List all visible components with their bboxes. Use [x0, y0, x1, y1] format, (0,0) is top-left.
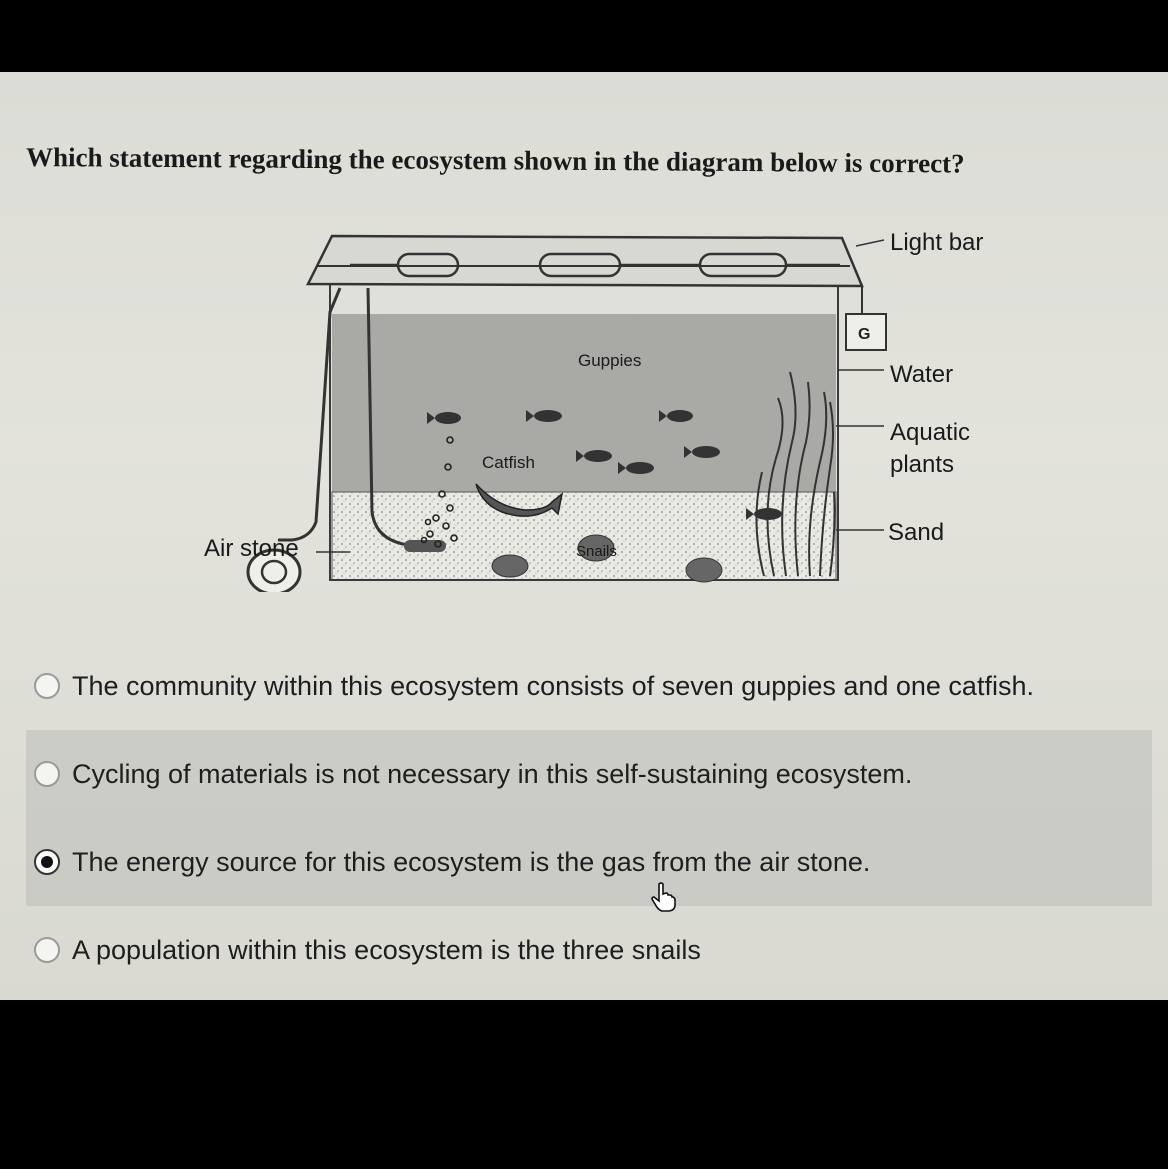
- option-text: A population within this ecosystem is the three snails: [72, 934, 701, 965]
- label-light-bar: Light bar: [890, 229, 984, 256]
- water-region: [332, 314, 836, 494]
- screen: [0, 72, 1168, 1000]
- answer-options: [26, 642, 1152, 994]
- hand-pointer-icon: [650, 882, 676, 912]
- option-text: Cycling of materials is not necessary in this self-sustaining ecosystem.: [72, 758, 913, 789]
- option-4[interactable]: [26, 906, 1152, 994]
- radio-button[interactable]: [34, 937, 60, 963]
- radio-button-selected[interactable]: [34, 849, 60, 875]
- label-catfish: Catfish: [482, 453, 535, 472]
- radio-button[interactable]: [34, 761, 60, 787]
- sand-region: [332, 492, 836, 580]
- option-3[interactable]: [26, 818, 1152, 906]
- svg-text:G: G: [858, 326, 871, 343]
- option-1[interactable]: [26, 642, 1152, 730]
- radio-dot: [41, 856, 53, 868]
- option-text: The community within this ecosystem consists of seven guppies and one catfish.: [72, 670, 1034, 701]
- label-sand: Sand: [888, 519, 945, 546]
- label-plants: plants: [890, 451, 955, 478]
- light-bar-shape: [308, 236, 862, 286]
- aquarium-illustration: [180, 222, 1040, 592]
- question-text: Which statement regarding the ecosystem shown in the diagram below is correct?: [25, 142, 965, 179]
- radio-button[interactable]: [34, 673, 60, 699]
- option-text: The energy source for this ecosystem is the gas from the air stone.: [72, 846, 871, 877]
- label-aquatic: Aquatic: [890, 419, 971, 446]
- label-guppies: Guppies: [578, 351, 642, 370]
- label-air-stone: Air stone: [204, 535, 299, 562]
- option-2[interactable]: [26, 730, 1152, 818]
- ecosystem-diagram: [180, 222, 1040, 592]
- label-snails: Snails: [576, 543, 617, 560]
- label-water: Water: [890, 361, 954, 388]
